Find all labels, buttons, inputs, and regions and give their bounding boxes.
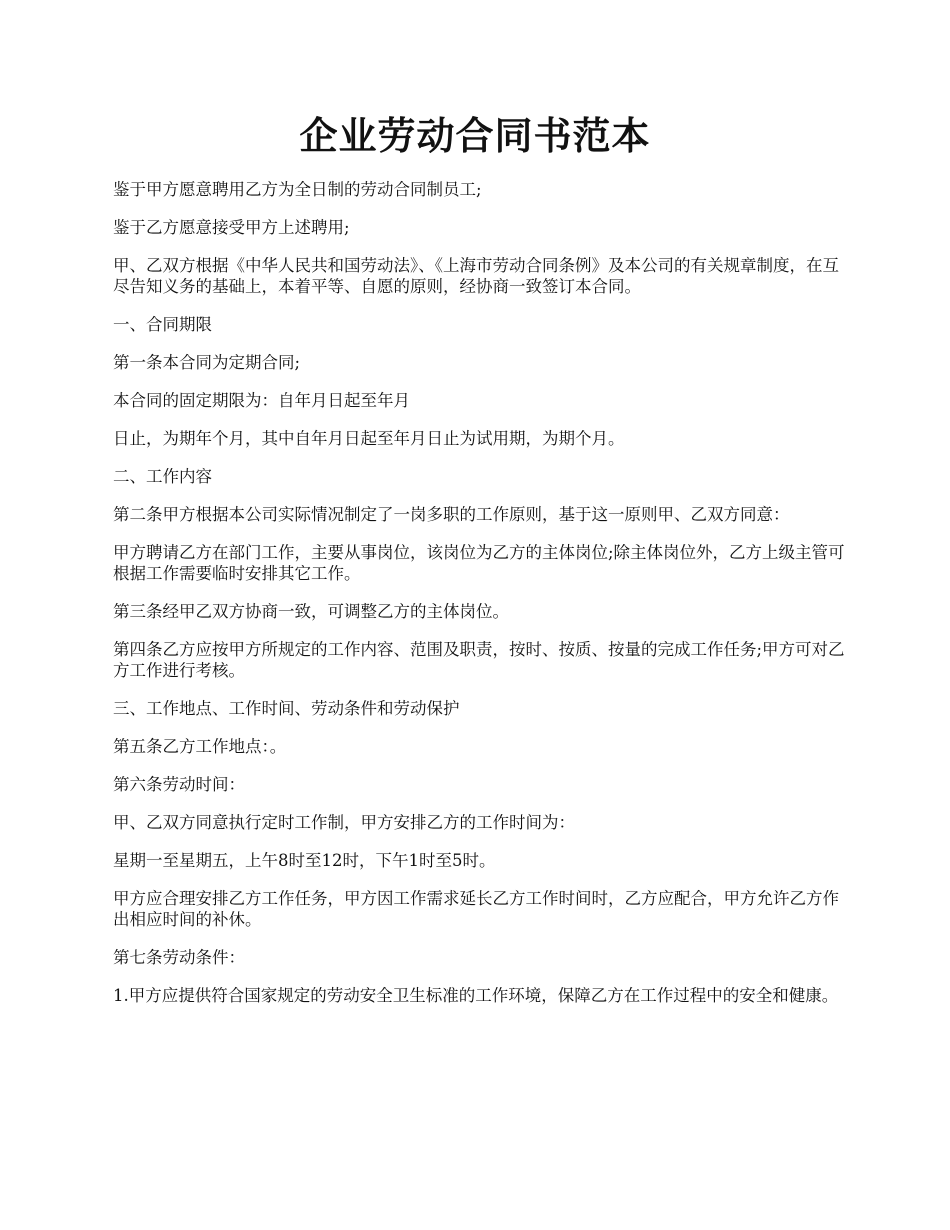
paragraph-15: 第六条劳动时间： [113,775,245,794]
paragraph-19: 第七条劳动条件： [113,948,245,967]
paragraph-17: 星期一至星期五，上午8时至12时，下午1时至5时。 [113,851,496,870]
paragraph-11: 第三条经甲乙双方协商一致，可调整乙方的主体岗位。 [113,602,509,621]
document-title: 企业劳动合同书范本 [299,113,651,158]
paragraph-7: 日止，为期年个月，其中自年月日起至年月日止为试用期，为期个月。 [113,429,625,448]
section-heading-2: 二、工作内容 [113,467,212,486]
section-heading-3: 三、工作地点、工作时间、劳动条件和劳动保护 [113,699,460,718]
paragraph-16: 甲、乙双方同意执行定时工作制，甲方安排乙方的工作时间为： [113,813,575,832]
document-body [113,179,845,1023]
paragraph-20: 1.甲方应提供符合国家规定的劳动安全卫生标准的工作环境，保障乙方在工作过程中的安全和健康。 [113,986,839,1005]
paragraph-12: 第四条乙方应按甲方所规定的工作内容、范围及职责，按时、按质、按量的完成工作任务;甲方可对乙方工作进行考核。 [113,640,845,680]
paragraph-10: 甲方聘请乙方在部门工作，主要从事岗位，该岗位为乙方的主体岗位;除主体岗位外，乙方上级主管可根据工作需要临时安排其它工作。 [113,543,845,583]
paragraph-5: 第一条本合同为定期合同; [113,353,301,372]
paragraph-14: 第五条乙方工作地点：。 [113,737,287,756]
paragraph-3: 甲、乙双方根据《中华人民共和国劳动法》、《上海市劳动合同条例》及本公司的有关规章制度，在互尽告知义务的基础上，本着平等、自愿的原则，经协商一致签订本合同。 [113,256,839,296]
paragraph-18: 甲方应合理安排乙方工作任务，甲方因工作需求延长乙方工作时间时，乙方应配合，甲方允许乙方作出相应时间的补休。 [113,889,839,929]
paragraph-9: 第二条甲方根据本公司实际情况制定了一岗多职的工作原则，基于这一原则甲、乙双方同意： [113,505,790,524]
paragraph-1: 鉴于甲方愿意聘用乙方为全日制的劳动合同制员工; [113,180,482,199]
paragraph-6: 本合同的固定期限为：自年月日起至年月 [113,391,410,410]
section-heading-1: 一、合同期限 [113,315,212,334]
paragraph-2: 鉴于乙方愿意接受甲方上述聘用; [113,218,350,237]
